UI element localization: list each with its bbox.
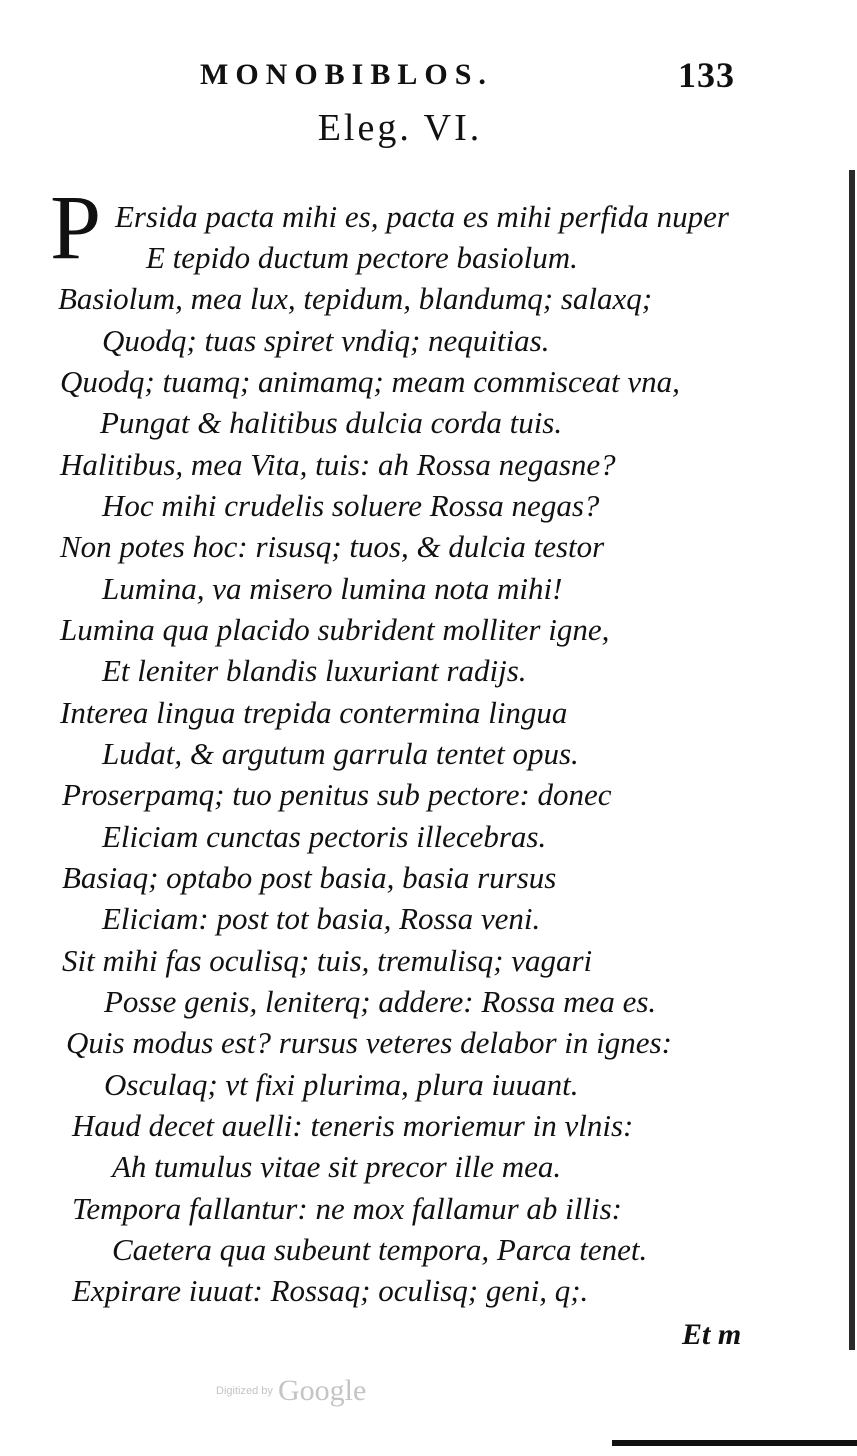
digitized-prefix: Digitized by: [216, 1385, 273, 1397]
verse-line: Lumina, va misero lumina nota mihi!: [102, 571, 563, 606]
verse-line: Tempora fallantur: ne mox fallamur ab illis:: [72, 1191, 622, 1226]
verse-line: Interea lingua trepida contermina lingua: [60, 695, 568, 730]
verse-line: Basiaq; optabo post basia, basia rursus: [62, 860, 557, 895]
page-number: 133: [678, 55, 735, 95]
google-logo: Google: [277, 1374, 367, 1407]
running-head: [0, 52, 857, 102]
verse-line: Sit mihi fas oculisq; tuis, tremulisq; vagari: [62, 943, 593, 978]
verse-line: Posse genis, leniterq; addere: Rossa mea es.: [104, 984, 657, 1019]
verse-line: Osculaq; vt fixi plurima, plura iuuant.: [104, 1067, 579, 1102]
elegy-heading: Eleg. VI.: [317, 107, 483, 149]
bottom-edge-rule: [612, 1440, 857, 1446]
verse-line: Expirare iuuat: Rossaq; oculisq; geni, q;.: [72, 1273, 589, 1308]
verse-line: Quis modus est? rursus veteres delabor in ignes:: [66, 1025, 672, 1060]
verse-line: Ah tumulus vitae sit precor ille mea.: [112, 1149, 562, 1184]
verse-line: Pungat & halitibus dulcia corda tuis.: [100, 405, 563, 440]
verse-line: Halitibus, mea Vita, tuis: ah Rossa negasne?: [60, 447, 616, 482]
drop-cap: P: [50, 176, 102, 278]
verse-line: Quodq; tuamq; animamq; meam commisceat vna,: [60, 364, 680, 399]
verse-line: Hoc mihi crudelis soluere Rossa negas?: [102, 488, 600, 523]
verse-line: Proserpamq; tuo penitus sub pectore: donec: [62, 777, 612, 812]
verse-line: Eliciam cunctas pectoris illecebras.: [102, 819, 547, 854]
verse-line: Haud decet auelli: teneris moriemur in vlnis:: [72, 1108, 634, 1143]
verse-line: Quodq; tuas spiret vndiq; nequitias.: [102, 323, 550, 358]
verse-line: Eliciam: post tot basia, Rossa veni.: [102, 901, 541, 936]
right-page-edge: [849, 170, 855, 1350]
digitized-watermark: [216, 1374, 366, 1414]
verse-line: Basiolum, mea lux, tepidum, blandumq; salaxq;: [58, 281, 653, 316]
catchword: Et m: [682, 1318, 742, 1351]
verse-line: Et leniter blandis luxuriant radijs.: [102, 653, 527, 688]
verse-line: Caetera qua subeunt tempora, Parca tenet.: [112, 1232, 648, 1267]
verse-line: Non potes hoc: risusq; tuos, & dulcia testor: [60, 529, 605, 564]
verse-line: Ludat, & argutum garrula tentet opus.: [102, 736, 579, 771]
verse-line: E tepido ductum pectore basiolum.: [146, 240, 578, 275]
verse-line: Ersida pacta mihi es, pacta es mihi perfida nuper: [115, 199, 729, 234]
verse-line: Lumina qua placido subrident molliter igne,: [60, 612, 610, 647]
running-title: MONOBIBLOS.: [200, 58, 493, 91]
